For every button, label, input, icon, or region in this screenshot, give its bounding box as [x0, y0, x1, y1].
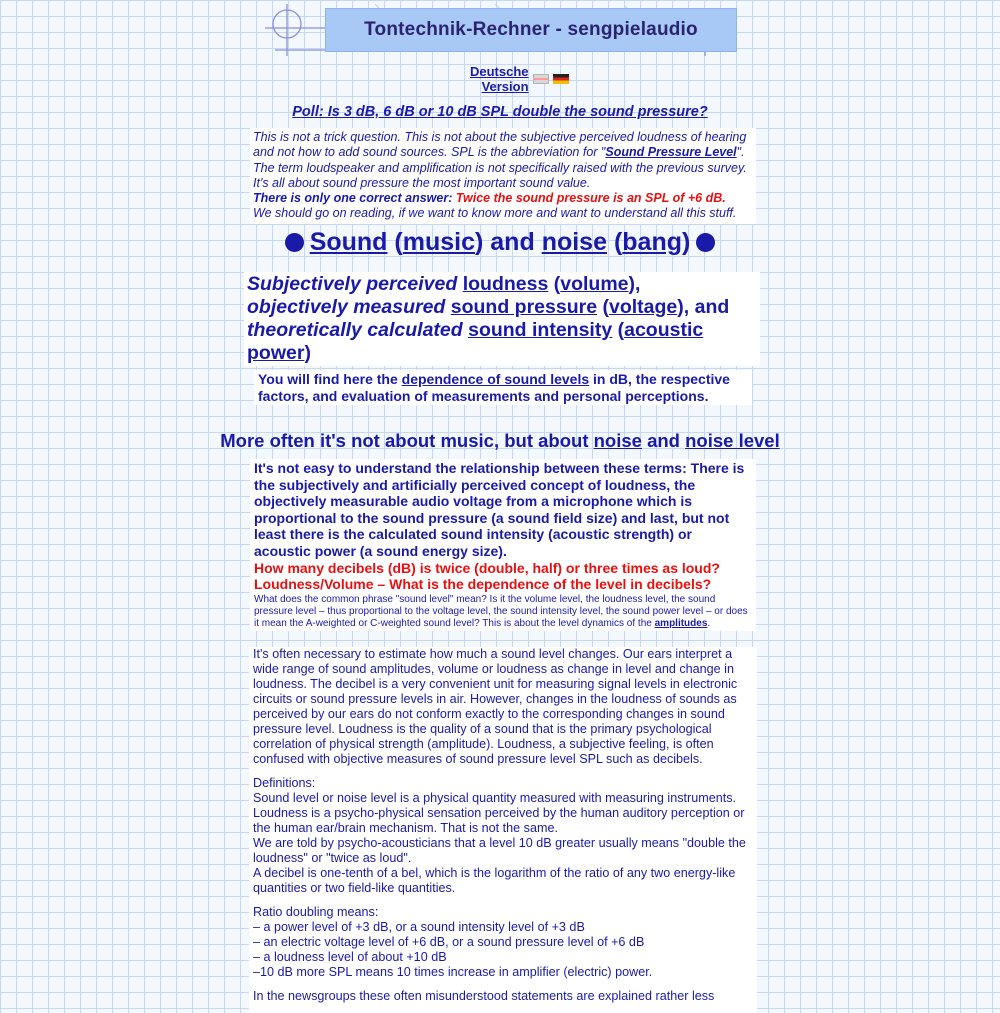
intro-text-1: This is not a trick question. This is not about the subjective perceived loudness of hearing and not how to add sound sources. SPL is the abbreviation for " — [253, 130, 747, 160]
definition-item: We are told by psycho-acousticians that a level 10 dB greater usually means "double the loudness" or "twice as loud". — [253, 836, 746, 865]
sound-pressure-level-link[interactable]: Sound Pressure Level — [605, 145, 737, 160]
ratio-item: – a loudness level of about +10 dB — [253, 950, 447, 964]
subjectively-perceived-label: Subjectively perceived — [247, 273, 458, 295]
intro-text-3: We should go on reading, if we want to know more and want to understand all this stuff. — [253, 206, 737, 221]
uk-flag-icon[interactable] — [533, 74, 549, 84]
theoretically-calculated-label: theoretically calculated — [247, 319, 463, 341]
paren: ) — [681, 228, 691, 256]
music-link[interactable]: music — [402, 228, 475, 256]
volume-link[interactable]: volume — [560, 273, 629, 295]
paren: ), — [628, 273, 641, 295]
terms-heading-box — [244, 272, 760, 366]
intro-box — [250, 128, 756, 224]
paren: ( — [553, 273, 561, 295]
bullet-dot-icon — [696, 233, 715, 252]
banner-title: Tontechnik-Rechner - sengpielaudio — [364, 19, 698, 40]
site-banner — [265, 4, 735, 56]
definitions-title: Definitions: — [253, 776, 316, 790]
ratio-title: Ratio doubling means: — [253, 905, 379, 919]
heading-and: and — [647, 430, 680, 451]
banner-title-box — [325, 8, 737, 52]
noise-heading — [0, 430, 1000, 452]
relationship-box — [250, 459, 756, 631]
definition-item: Sound level or noise level is a physical quantity measured with measuring instruments. — [253, 791, 737, 805]
paren: ) — [304, 342, 311, 364]
period: . — [707, 617, 711, 629]
dependence-box — [254, 370, 752, 405]
objectively-measured-label: objectively measured — [247, 296, 446, 318]
german-version-line1: Deutsche — [470, 64, 529, 79]
article-body — [249, 647, 757, 1013]
sound-level-question-text: What does the common phrase "sound level" mean? Is it the volume level, the loudness level, the sound pressure level – thus proportional to the voltage level, the sound intensity level, the sound power level – or does it mean the A-weighted or C-weighted sound level? This is about the level dynamics of the — [254, 593, 748, 629]
poll-heading — [0, 104, 1000, 120]
noise-link[interactable]: noise — [541, 228, 607, 256]
german-flag-icon[interactable] — [553, 74, 569, 84]
bullet-dot-icon — [285, 233, 304, 252]
find-text-2: in dB, the respective factors, and evaluation of measurements and personal perceptions. — [258, 371, 730, 404]
definitions-block — [253, 776, 753, 896]
definition-item: A decibel is one-tenth of a bel, which is the logarithm of the ratio of any two energy-like quantities or two field-like quantities. — [253, 866, 736, 895]
sound-pressure-link[interactable]: sound pressure — [450, 296, 598, 318]
intro-bold-answer: There is only one correct answer: — [253, 191, 453, 206]
ratio-block — [253, 905, 753, 980]
relationship-paragraph: It's not easy to understand the relationship between these terms: There is the subjectively and artificially perceived concept of loudness, the objectively measurable audio voltage from a microphone which is proportional to the sound pressure (a sound field size) and last, but not least there is the calculated sound intensity (acoustic strength) or acoustic power (a sound energy size). — [254, 460, 745, 559]
paren: ( — [394, 228, 403, 256]
intro-text-2: ". The term loudspeaker and amplification is not specifically raised with the previous survey. It's all about sound pressure the most important sound value. — [253, 145, 747, 190]
sound-link[interactable]: Sound — [309, 228, 388, 256]
definition-item: Loudness is a psycho-physical sensation perceived by the human auditory perception or the human ear/brain mechanism. That is not the same. — [253, 806, 745, 835]
sound-intensity-link[interactable]: sound intensity — [468, 319, 613, 341]
dependence-of-sound-levels-link[interactable]: dependence of sound levels — [401, 371, 590, 387]
body-paragraph-1: It's often necessary to estimate how much a sound level changes. Our ears interpret a wide range of sound amplitudes, volume or loudness as change in level and change in loudness. The decibel is a very convenient unit for measuring signal levels in electronic circuits or sound pressure levels in air. However, changes in the loudness of sounds as perceived by our ears do not conform exactly to the corresponding changes in sound pressure level. Loudness is the quality of a sound that is the primary psychological correlation of physical strength (amplitude). Loudness, a subjective feeling, is often confused with objective measures of sound pressure level SPL such as decibels. — [253, 647, 738, 766]
sound-level-question — [254, 594, 752, 630]
body-paragraph-last: In the newsgroups these often misunderstood statements are explained rather less — [253, 989, 715, 1003]
paren: ), and — [677, 296, 730, 318]
poll-link[interactable]: Poll: Is 3 dB, 6 dB or 10 dB SPL double the sound pressure? — [292, 104, 708, 120]
main-heading — [0, 228, 1000, 257]
loudness-link[interactable]: loudness — [462, 273, 549, 295]
noise-heading-text: More often it's not about music, but about — [220, 430, 589, 451]
paren: ( — [602, 296, 609, 318]
acoustic-power-link[interactable]: acoustic power — [247, 319, 704, 364]
german-version-link[interactable] — [470, 64, 529, 94]
bang-link[interactable]: bang — [622, 228, 682, 256]
find-text-1: You will find here the — [258, 371, 398, 387]
german-version-line2: Version — [481, 79, 529, 94]
paren: ( — [613, 228, 623, 256]
voltage-link[interactable]: voltage — [608, 296, 678, 318]
question-double-loudness: How many decibels (dB) is twice (double, half) or three times as loud? — [254, 559, 720, 576]
intro-red-answer: Twice the sound pressure is an SPL of +6 dB. — [455, 191, 726, 206]
paren: ) — [475, 228, 484, 256]
noise-heading-link[interactable]: noise — [593, 430, 642, 451]
ratio-item: –10 dB more SPL means 10 times increase in amplifier (electric) power. — [253, 965, 653, 979]
heading-and: and — [490, 228, 535, 256]
noise-level-link[interactable]: noise level — [685, 430, 780, 451]
ratio-item: – a power level of +3 dB, or a sound intensity level of +3 dB — [253, 920, 585, 934]
amplitudes-link[interactable]: amplitudes — [654, 617, 708, 629]
ratio-item: – an electric voltage level of +6 dB, or a sound pressure level of +6 dB — [253, 935, 645, 949]
paren: ( — [617, 319, 625, 341]
question-level-dependence: Loudness/Volume – What is the dependence of the level in decibels? — [254, 576, 712, 593]
language-switch — [470, 64, 569, 94]
